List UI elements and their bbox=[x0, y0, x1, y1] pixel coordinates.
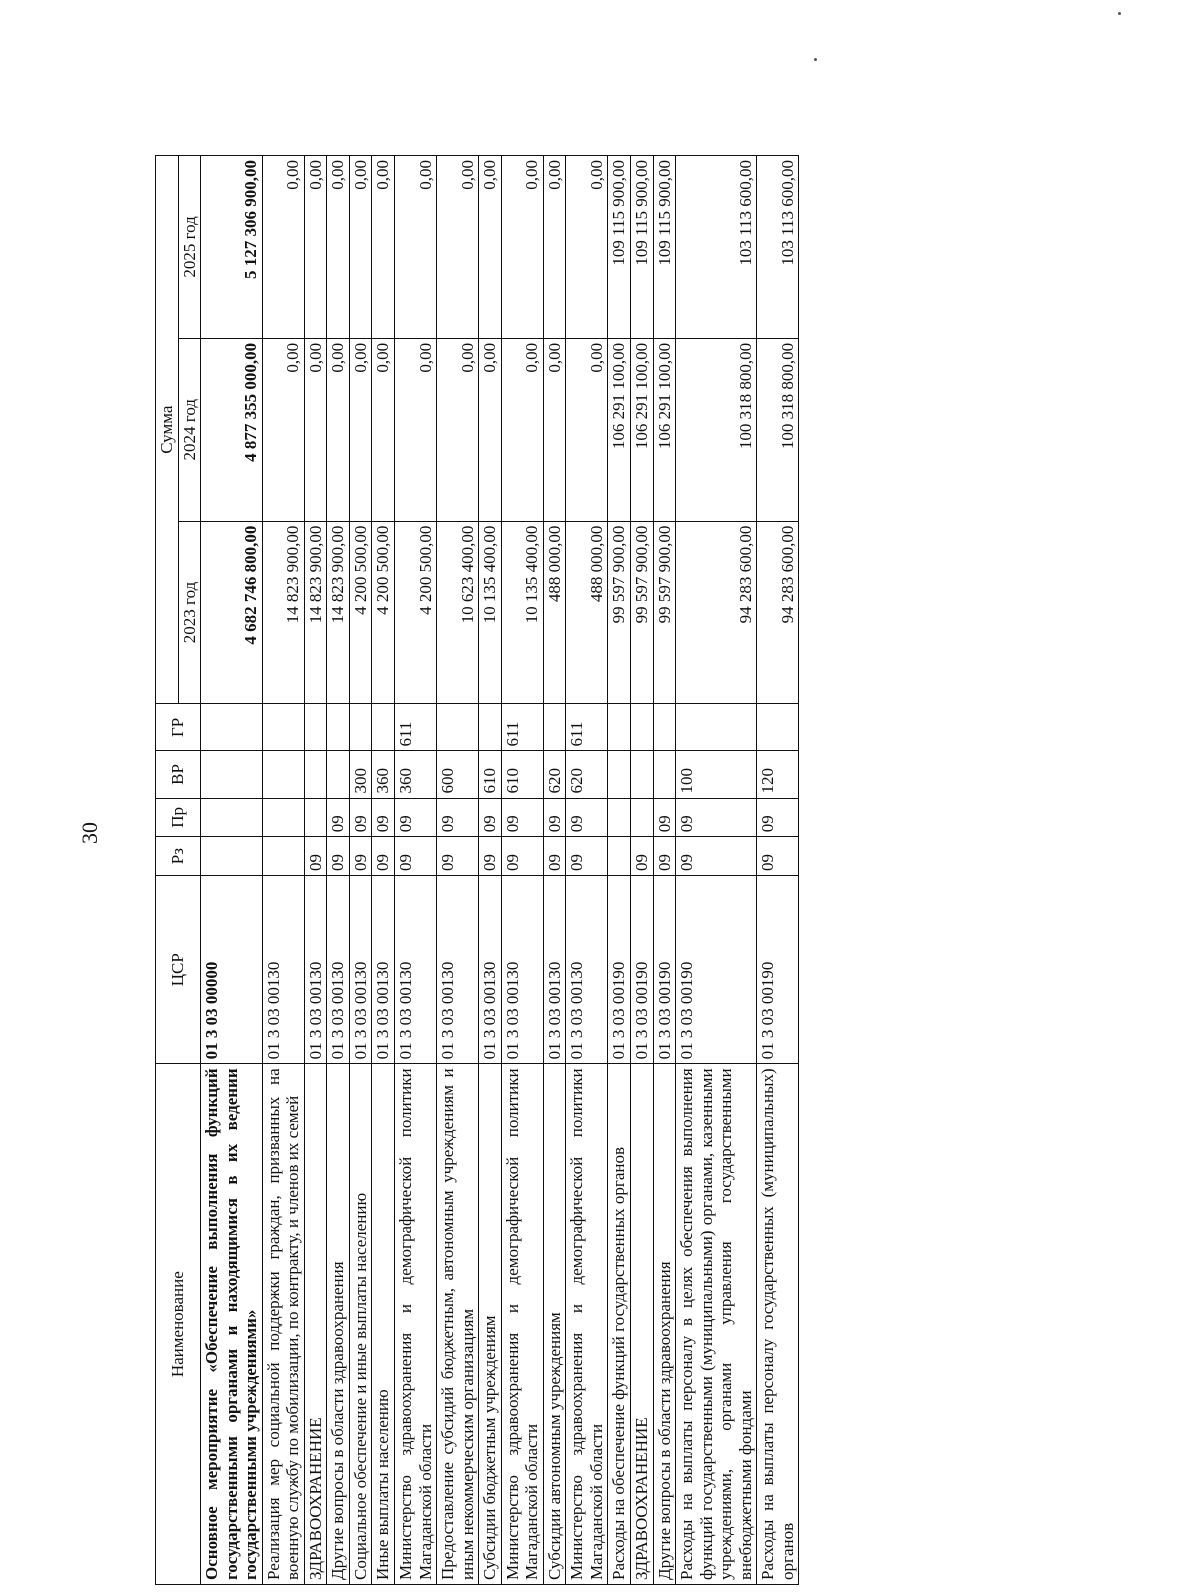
row-2024-cell: 0,00 bbox=[501, 338, 543, 521]
row-name-cell: Расходы на выплаты персоналу в целях обеспечения выполнения функций государственными (муниципальными) органами, казенными учреждениями, органами управления государственными внебюджетными фондами bbox=[676, 1064, 757, 1585]
row-2024-cell: 0,00 bbox=[372, 338, 395, 521]
row-2023-cell: 99 597 900,00 bbox=[631, 521, 654, 704]
row-pr-cell: 09 bbox=[395, 798, 437, 837]
row-2024-cell: 4 877 355 000,00 bbox=[201, 338, 263, 521]
row-pr-cell: 09 bbox=[349, 798, 372, 837]
row-csr-cell: 01 3 03 00190 bbox=[757, 876, 799, 1064]
row-name-cell: Другие вопросы в области здравоохранения bbox=[327, 1064, 350, 1585]
row-csr-cell: 01 3 03 00190 bbox=[676, 876, 757, 1064]
row-2025-cell: 0,00 bbox=[349, 156, 372, 339]
row-name-cell: Расходы на обеспечение функций государственных органов bbox=[608, 1064, 631, 1585]
row-2023-cell: 488 000,00 bbox=[566, 521, 608, 704]
row-pr-cell: 09 bbox=[543, 798, 566, 837]
header-2024: 2024 год bbox=[178, 338, 201, 521]
row-rz-cell: 09 bbox=[631, 837, 654, 876]
row-gr-cell bbox=[437, 704, 479, 751]
rotated-table-area bbox=[155, 155, 915, 1585]
row-name-cell: Реализация мер социальной поддержки граждан, призванных на военную службу по мобилизации, по контракту, и членов их семей bbox=[262, 1064, 304, 1585]
header-name: Наименование bbox=[156, 1064, 201, 1585]
row-csr-cell: 01 3 03 00130 bbox=[437, 876, 479, 1064]
row-pr-cell: 09 bbox=[479, 798, 502, 837]
header-2023: 2023 год bbox=[178, 521, 201, 704]
header-vr: ВР bbox=[156, 751, 201, 798]
row-gr-cell bbox=[653, 704, 676, 751]
row-2025-cell: 0,00 bbox=[543, 156, 566, 339]
row-vr-cell: 620 bbox=[543, 751, 566, 798]
row-csr-cell: 01 3 03 00130 bbox=[327, 876, 350, 1064]
row-gr-cell bbox=[676, 704, 757, 751]
row-2023-cell: 4 682 746 800,00 bbox=[201, 521, 263, 704]
row-2025-cell: 109 115 900,00 bbox=[653, 156, 676, 339]
row-2024-cell: 0,00 bbox=[566, 338, 608, 521]
row-2024-cell: 0,00 bbox=[349, 338, 372, 521]
row-2024-cell: 100 318 800,00 bbox=[757, 338, 799, 521]
row-gr-cell bbox=[349, 704, 372, 751]
row-2023-cell: 4 200 500,00 bbox=[349, 521, 372, 704]
row-rz-cell: 09 bbox=[349, 837, 372, 876]
row-pr-cell bbox=[201, 798, 263, 837]
row-vr-cell: 100 bbox=[676, 751, 757, 798]
table-row bbox=[631, 156, 654, 1585]
row-2025-cell: 5 127 306 900,00 bbox=[201, 156, 263, 339]
row-2025-cell: 0,00 bbox=[437, 156, 479, 339]
row-csr-cell: 01 3 03 00190 bbox=[608, 876, 631, 1064]
row-2023-cell: 488 000,00 bbox=[543, 521, 566, 704]
row-pr-cell: 09 bbox=[372, 798, 395, 837]
row-vr-cell: 360 bbox=[372, 751, 395, 798]
row-2025-cell: 0,00 bbox=[262, 156, 304, 339]
row-2023-cell: 10 135 400,00 bbox=[479, 521, 502, 704]
row-vr-cell: 120 bbox=[757, 751, 799, 798]
row-rz-cell: 09 bbox=[327, 837, 350, 876]
row-vr-cell bbox=[201, 751, 263, 798]
row-gr-cell bbox=[327, 704, 350, 751]
table-row bbox=[262, 156, 304, 1585]
row-rz-cell bbox=[262, 837, 304, 876]
row-name-cell: Министерство здравоохранения и демографической политики Магаданской области bbox=[395, 1064, 437, 1585]
row-vr-cell: 300 bbox=[349, 751, 372, 798]
row-csr-cell: 01 3 03 00130 bbox=[262, 876, 304, 1064]
budget-table bbox=[155, 155, 799, 1585]
scan-speck bbox=[814, 58, 817, 61]
row-rz-cell: 09 bbox=[437, 837, 479, 876]
row-name-cell: Субсидии автономным учреждениям bbox=[543, 1064, 566, 1585]
row-rz-cell: 09 bbox=[676, 837, 757, 876]
row-csr-cell: 01 3 03 00130 bbox=[372, 876, 395, 1064]
row-2025-cell: 103 113 600,00 bbox=[676, 156, 757, 339]
scan-speck bbox=[1118, 12, 1121, 15]
row-2024-cell: 106 291 100,00 bbox=[608, 338, 631, 521]
header-summa: Сумма bbox=[156, 156, 179, 704]
row-rz-cell bbox=[201, 837, 263, 876]
row-rz-cell: 09 bbox=[395, 837, 437, 876]
row-csr-cell: 01 3 03 00130 bbox=[543, 876, 566, 1064]
header-gr: ГР bbox=[156, 704, 201, 751]
table-row bbox=[653, 156, 676, 1585]
row-name-cell: ЗДРАВООХРАНЕНИЕ bbox=[631, 1064, 654, 1585]
row-gr-cell bbox=[201, 704, 263, 751]
row-2024-cell: 0,00 bbox=[395, 338, 437, 521]
row-2024-cell: 106 291 100,00 bbox=[631, 338, 654, 521]
row-2025-cell: 109 115 900,00 bbox=[608, 156, 631, 339]
header-csr: ЦСР bbox=[156, 876, 201, 1064]
row-2023-cell: 14 823 900,00 bbox=[327, 521, 350, 704]
row-pr-cell: 09 bbox=[501, 798, 543, 837]
row-csr-cell: 01 3 03 00000 bbox=[201, 876, 263, 1064]
row-name-cell: Субсидии бюджетным учреждениям bbox=[479, 1064, 502, 1585]
table-row bbox=[566, 156, 608, 1585]
row-rz-cell: 09 bbox=[304, 837, 327, 876]
row-2024-cell: 0,00 bbox=[437, 338, 479, 521]
row-name-cell: Основное мероприятие «Обеспечение выполнения функций государственными органами и находящимися в их ведении государственными учреждениями» bbox=[201, 1064, 263, 1585]
row-rz-cell: 09 bbox=[543, 837, 566, 876]
row-2025-cell: 0,00 bbox=[501, 156, 543, 339]
row-gr-cell: 611 bbox=[501, 704, 543, 751]
row-2023-cell: 99 597 900,00 bbox=[608, 521, 631, 704]
row-2025-cell: 103 113 600,00 bbox=[757, 156, 799, 339]
row-2023-cell: 94 283 600,00 bbox=[676, 521, 757, 704]
row-vr-cell bbox=[327, 751, 350, 798]
row-name-cell: ЗДРАВООХРАНЕНИЕ bbox=[304, 1064, 327, 1585]
row-pr-cell: 09 bbox=[676, 798, 757, 837]
row-vr-cell: 620 bbox=[566, 751, 608, 798]
row-csr-cell: 01 3 03 00130 bbox=[304, 876, 327, 1064]
row-2024-cell: 100 318 800,00 bbox=[676, 338, 757, 521]
row-gr-cell bbox=[262, 704, 304, 751]
table-body bbox=[201, 156, 799, 1585]
row-name-cell: Расходы на выплаты персоналу государственных (муниципальных) органов bbox=[757, 1064, 799, 1585]
table-row bbox=[201, 156, 263, 1585]
row-2025-cell: 0,00 bbox=[566, 156, 608, 339]
row-pr-cell bbox=[262, 798, 304, 837]
row-pr-cell bbox=[608, 798, 631, 837]
row-name-cell: Министерство здравоохранения и демографической политики Магаданской области bbox=[566, 1064, 608, 1585]
row-gr-cell bbox=[608, 704, 631, 751]
row-2024-cell: 106 291 100,00 bbox=[653, 338, 676, 521]
table-row bbox=[395, 156, 437, 1585]
row-rz-cell: 09 bbox=[566, 837, 608, 876]
row-2023-cell: 10 135 400,00 bbox=[501, 521, 543, 704]
row-csr-cell: 01 3 03 00130 bbox=[395, 876, 437, 1064]
row-2023-cell: 4 200 500,00 bbox=[372, 521, 395, 704]
table-row bbox=[479, 156, 502, 1585]
row-rz-cell: 09 bbox=[653, 837, 676, 876]
row-name-cell: Предоставление субсидий бюджетным, автономным учреждениям и иным некоммерческим организациям bbox=[437, 1064, 479, 1585]
header-2025: 2025 год bbox=[178, 156, 201, 339]
row-pr-cell bbox=[631, 798, 654, 837]
row-2025-cell: 0,00 bbox=[327, 156, 350, 339]
row-2023-cell: 94 283 600,00 bbox=[757, 521, 799, 704]
row-gr-cell bbox=[757, 704, 799, 751]
page-number: 30 bbox=[77, 822, 102, 844]
row-vr-cell bbox=[304, 751, 327, 798]
row-csr-cell: 01 3 03 00130 bbox=[479, 876, 502, 1064]
row-2024-cell: 0,00 bbox=[543, 338, 566, 521]
row-2025-cell: 0,00 bbox=[479, 156, 502, 339]
row-vr-cell bbox=[608, 751, 631, 798]
row-name-cell: Другие вопросы в области здравоохранения bbox=[653, 1064, 676, 1585]
row-2025-cell: 0,00 bbox=[395, 156, 437, 339]
row-name-cell: Иные выплаты населению bbox=[372, 1064, 395, 1585]
table-row bbox=[676, 156, 757, 1585]
table-row bbox=[608, 156, 631, 1585]
row-gr-cell bbox=[304, 704, 327, 751]
row-gr-cell bbox=[543, 704, 566, 751]
header-rz: Рз bbox=[156, 837, 201, 876]
row-name-cell: Министерство здравоохранения и демографической политики Магаданской области bbox=[501, 1064, 543, 1585]
row-2023-cell: 14 823 900,00 bbox=[304, 521, 327, 704]
row-2025-cell: 109 115 900,00 bbox=[631, 156, 654, 339]
row-2025-cell: 0,00 bbox=[372, 156, 395, 339]
row-2023-cell: 14 823 900,00 bbox=[262, 521, 304, 704]
row-gr-cell: 611 bbox=[395, 704, 437, 751]
row-pr-cell: 09 bbox=[757, 798, 799, 837]
row-rz-cell bbox=[608, 837, 631, 876]
row-2025-cell: 0,00 bbox=[304, 156, 327, 339]
row-2023-cell: 4 200 500,00 bbox=[395, 521, 437, 704]
row-gr-cell bbox=[479, 704, 502, 751]
table-row bbox=[304, 156, 327, 1585]
row-csr-cell: 01 3 03 00190 bbox=[631, 876, 654, 1064]
table-row bbox=[543, 156, 566, 1585]
row-gr-cell bbox=[372, 704, 395, 751]
row-2023-cell: 10 623 400,00 bbox=[437, 521, 479, 704]
row-rz-cell: 09 bbox=[372, 837, 395, 876]
row-gr-cell bbox=[631, 704, 654, 751]
row-pr-cell bbox=[304, 798, 327, 837]
table-row bbox=[349, 156, 372, 1585]
row-vr-cell bbox=[262, 751, 304, 798]
row-2023-cell: 99 597 900,00 bbox=[653, 521, 676, 704]
row-rz-cell: 09 bbox=[479, 837, 502, 876]
row-2024-cell: 0,00 bbox=[327, 338, 350, 521]
row-2024-cell: 0,00 bbox=[262, 338, 304, 521]
table-row bbox=[501, 156, 543, 1585]
row-rz-cell: 09 bbox=[757, 837, 799, 876]
row-2024-cell: 0,00 bbox=[479, 338, 502, 521]
row-pr-cell: 09 bbox=[327, 798, 350, 837]
table-row bbox=[437, 156, 479, 1585]
table-row bbox=[757, 156, 799, 1585]
row-csr-cell: 01 3 03 00130 bbox=[349, 876, 372, 1064]
row-vr-cell bbox=[631, 751, 654, 798]
row-gr-cell: 611 bbox=[566, 704, 608, 751]
row-vr-cell: 610 bbox=[501, 751, 543, 798]
row-rz-cell: 09 bbox=[501, 837, 543, 876]
table-row bbox=[327, 156, 350, 1585]
row-csr-cell: 01 3 03 00130 bbox=[501, 876, 543, 1064]
row-vr-cell: 360 bbox=[395, 751, 437, 798]
row-name-cell: Социальное обеспечение и иные выплаты населению bbox=[349, 1064, 372, 1585]
row-pr-cell: 09 bbox=[653, 798, 676, 837]
row-csr-cell: 01 3 03 00190 bbox=[653, 876, 676, 1064]
row-pr-cell: 09 bbox=[437, 798, 479, 837]
row-vr-cell: 600 bbox=[437, 751, 479, 798]
row-2024-cell: 0,00 bbox=[304, 338, 327, 521]
row-vr-cell: 610 bbox=[479, 751, 502, 798]
table-row bbox=[372, 156, 395, 1585]
row-vr-cell bbox=[653, 751, 676, 798]
row-pr-cell: 09 bbox=[566, 798, 608, 837]
header-pr: Пр bbox=[156, 798, 201, 837]
row-csr-cell: 01 3 03 00130 bbox=[566, 876, 608, 1064]
